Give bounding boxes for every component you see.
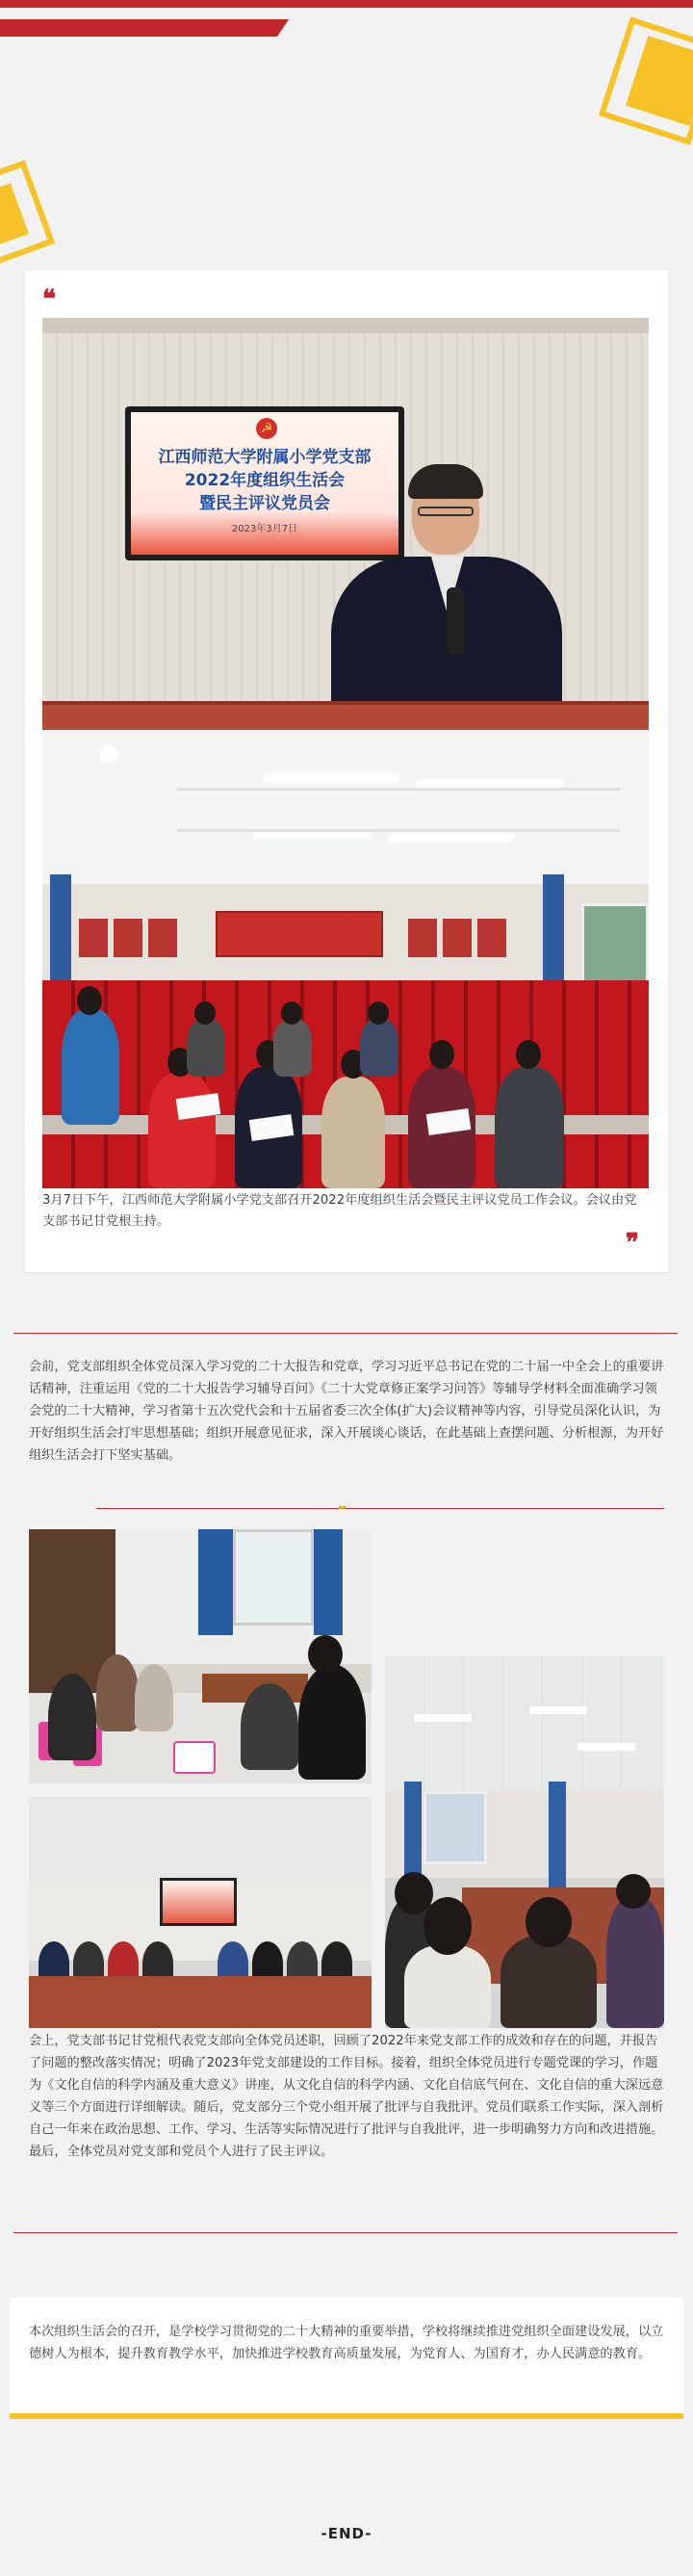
paragraph-meeting: 会上，党支部书记甘党根代表党支部向全体党员述职，回顾了2022年来党支部工作的成效和存在的问题，并报告了问题的整改落实情况；明确了2023年党支部建设的工作目标。接着，组织全体党员进行专题党课的学习，作题为《文化自信的科学内涵及重大意义》讲座，从文化自信的科学内涵、文化自信底气何在、文化自信的重大深远意义等三个方面进行详细解读。随后，党支部分三个党小组开展了批评与自我批评。党员们联系工作实际，深入剖析自己一年来在政治思想、工作、学习、生活等实际情况进行了批评与自我批评，进一步明确努力方向和改进措施。最后，全体党员对党支部和党员个人进行了民主评议。 — [29, 2034, 664, 2159]
summary-card-accent — [10, 2413, 683, 2419]
screen-title-line2: 2022年度组织生活会 — [184, 471, 346, 490]
photo-caption: 3月7日下午，江西师范大学附属小学党支部召开2022年度组织生活会暨民主评议党员工作会议。会议由党支部书记甘党根主持。 — [42, 1193, 637, 1229]
end-marker: -END- — [321, 2525, 372, 2542]
meeting-room-photo — [385, 1656, 664, 2028]
group-discussion-photo — [29, 1529, 372, 1783]
small-group-meeting-photo — [29, 1797, 372, 2028]
divider-bottom — [13, 2232, 678, 2233]
speaker-photo — [42, 318, 649, 730]
screen-date: 2023年3月7日 — [231, 524, 298, 534]
tv-screen — [125, 406, 404, 560]
divider-top — [13, 1333, 678, 1334]
open-quote-icon: ❝ — [42, 285, 53, 314]
small-tv-screen — [160, 1878, 237, 1926]
screen-title-line3: 暨民主评议党员会 — [199, 494, 330, 513]
divider-middle — [96, 1508, 664, 1509]
microphone — [447, 587, 464, 655]
paragraph-summary: 本次组织生活会的召开，是学校学习贯彻党的二十大精神的重要举措，学校将继续推进党组织全面建设发展，以立德树人为根本，提升教育教学水平，加快推进学校教育高质量发展，为党育人、为国育才，办人民满意的教育。 — [29, 2325, 664, 2361]
party-emblem-icon: ☭ — [256, 418, 277, 439]
meeting-audience-photo — [42, 730, 649, 1188]
paragraph-pre-meeting: 会前，党支部组织全体党员深入学习党的二十大报告和党章，学习习近平总书记在党的二十届一中全会上的重要讲话精神，注重运用《党的二十大报告学习辅导百问》《二十大党章修正案学习问答》等辅导学材料全面准确学习领会党的二十大精神，学习省第十五次党代会和十五届省委三次全体(扩大)会议精神等内容，引导党员深化认识，为开好组织生活会打牢思想基础；组织开展意见征求，深入开展谈心谈话，在此基础上查摆问题、分析根源，为开好组织生活会打下坚实基础。 — [29, 1360, 664, 1463]
close-quote-icon: ❞ — [626, 1229, 636, 1258]
top-red-banner — [0, 19, 289, 37]
divider-dots-icon — [339, 1503, 348, 1513]
screen-title-line1: 江西师范大学附属小学党支部 — [158, 448, 372, 467]
top-red-line — [0, 0, 693, 8]
